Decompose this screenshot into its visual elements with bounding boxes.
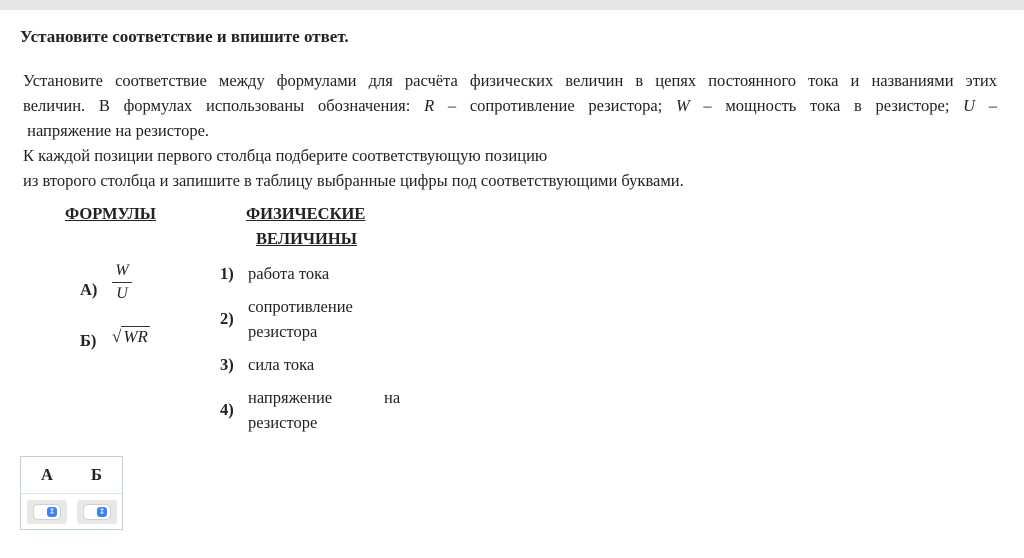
quantity-4-text-line-1: напряжение bbox=[248, 388, 333, 407]
top-bar bbox=[0, 0, 1024, 10]
var-w: W bbox=[675, 96, 690, 115]
quantity-1-number: 1) bbox=[220, 264, 234, 283]
answer-select-a-field[interactable] bbox=[34, 505, 60, 519]
quantities-header-line-2: ВЕЛИЧИНЫ bbox=[256, 229, 357, 248]
formula-a-denominator: U bbox=[116, 285, 128, 302]
quantity-2-number: 2) bbox=[220, 309, 234, 328]
description-line-2: величин. В формулах использованы обозначения: R – сопротивление резистора; W – мощность тока в резисторе; U – bbox=[23, 96, 997, 115]
formula-a-numerator: W bbox=[115, 262, 129, 279]
description-line-5: из второго столбца и запишите в таблицу выбранные цифры под соответствующими буквами. bbox=[23, 171, 684, 190]
answer-select-b-field[interactable] bbox=[84, 505, 110, 519]
task-title: Установите соответствие и впишите ответ. bbox=[20, 27, 349, 46]
formula-a-fraction bbox=[112, 262, 132, 303]
formula-a-letter: А) bbox=[80, 280, 98, 299]
quantities-header-line-1: ФИЗИЧЕСКИЕ bbox=[246, 204, 366, 223]
quantity-1-text: работа тока bbox=[248, 264, 330, 283]
description-line-3: напряжение на резисторе. bbox=[23, 121, 210, 140]
quantity-3-number: 3) bbox=[220, 355, 234, 374]
formulas-header: ФОРМУЛЫ bbox=[65, 204, 156, 223]
description-line-1: Установите соответствие между формулами для расчёта физических величин в цепях постоянного тока и названиями этих bbox=[23, 71, 997, 90]
fraction-bar bbox=[112, 282, 132, 283]
quantity-2-text-line-2: резистора bbox=[248, 322, 318, 341]
var-u: U bbox=[963, 96, 976, 115]
answer-header-b: Б bbox=[91, 465, 102, 484]
table-divider bbox=[21, 493, 122, 494]
formula-b-sqrt bbox=[112, 327, 150, 347]
var-r: R bbox=[424, 96, 435, 115]
quantity-4-text-line-1-right: на bbox=[384, 388, 401, 407]
quantity-2-text-line-1: сопротивление bbox=[248, 297, 353, 316]
quantity-4-number: 4) bbox=[220, 400, 234, 419]
answer-select-a[interactable] bbox=[27, 500, 67, 524]
task-description bbox=[23, 68, 997, 193]
description-line-4: К каждой позиции первого столбца подберите соответствующую позицию bbox=[23, 146, 548, 165]
formula-b-radicand: WR bbox=[123, 327, 148, 346]
select-stepper-icon[interactable]: ⇕ bbox=[48, 507, 56, 516]
quantity-3-text: сила тока bbox=[248, 355, 315, 374]
answer-header-a: А bbox=[41, 465, 53, 484]
sqrt-icon: √ bbox=[112, 327, 122, 346]
formula-b-letter: Б) bbox=[80, 331, 97, 350]
select-stepper-icon[interactable]: ⇕ bbox=[98, 507, 106, 516]
answer-table bbox=[20, 456, 123, 530]
quantity-4-text-line-2: резисторе bbox=[248, 413, 318, 432]
answer-select-b[interactable] bbox=[77, 500, 117, 524]
